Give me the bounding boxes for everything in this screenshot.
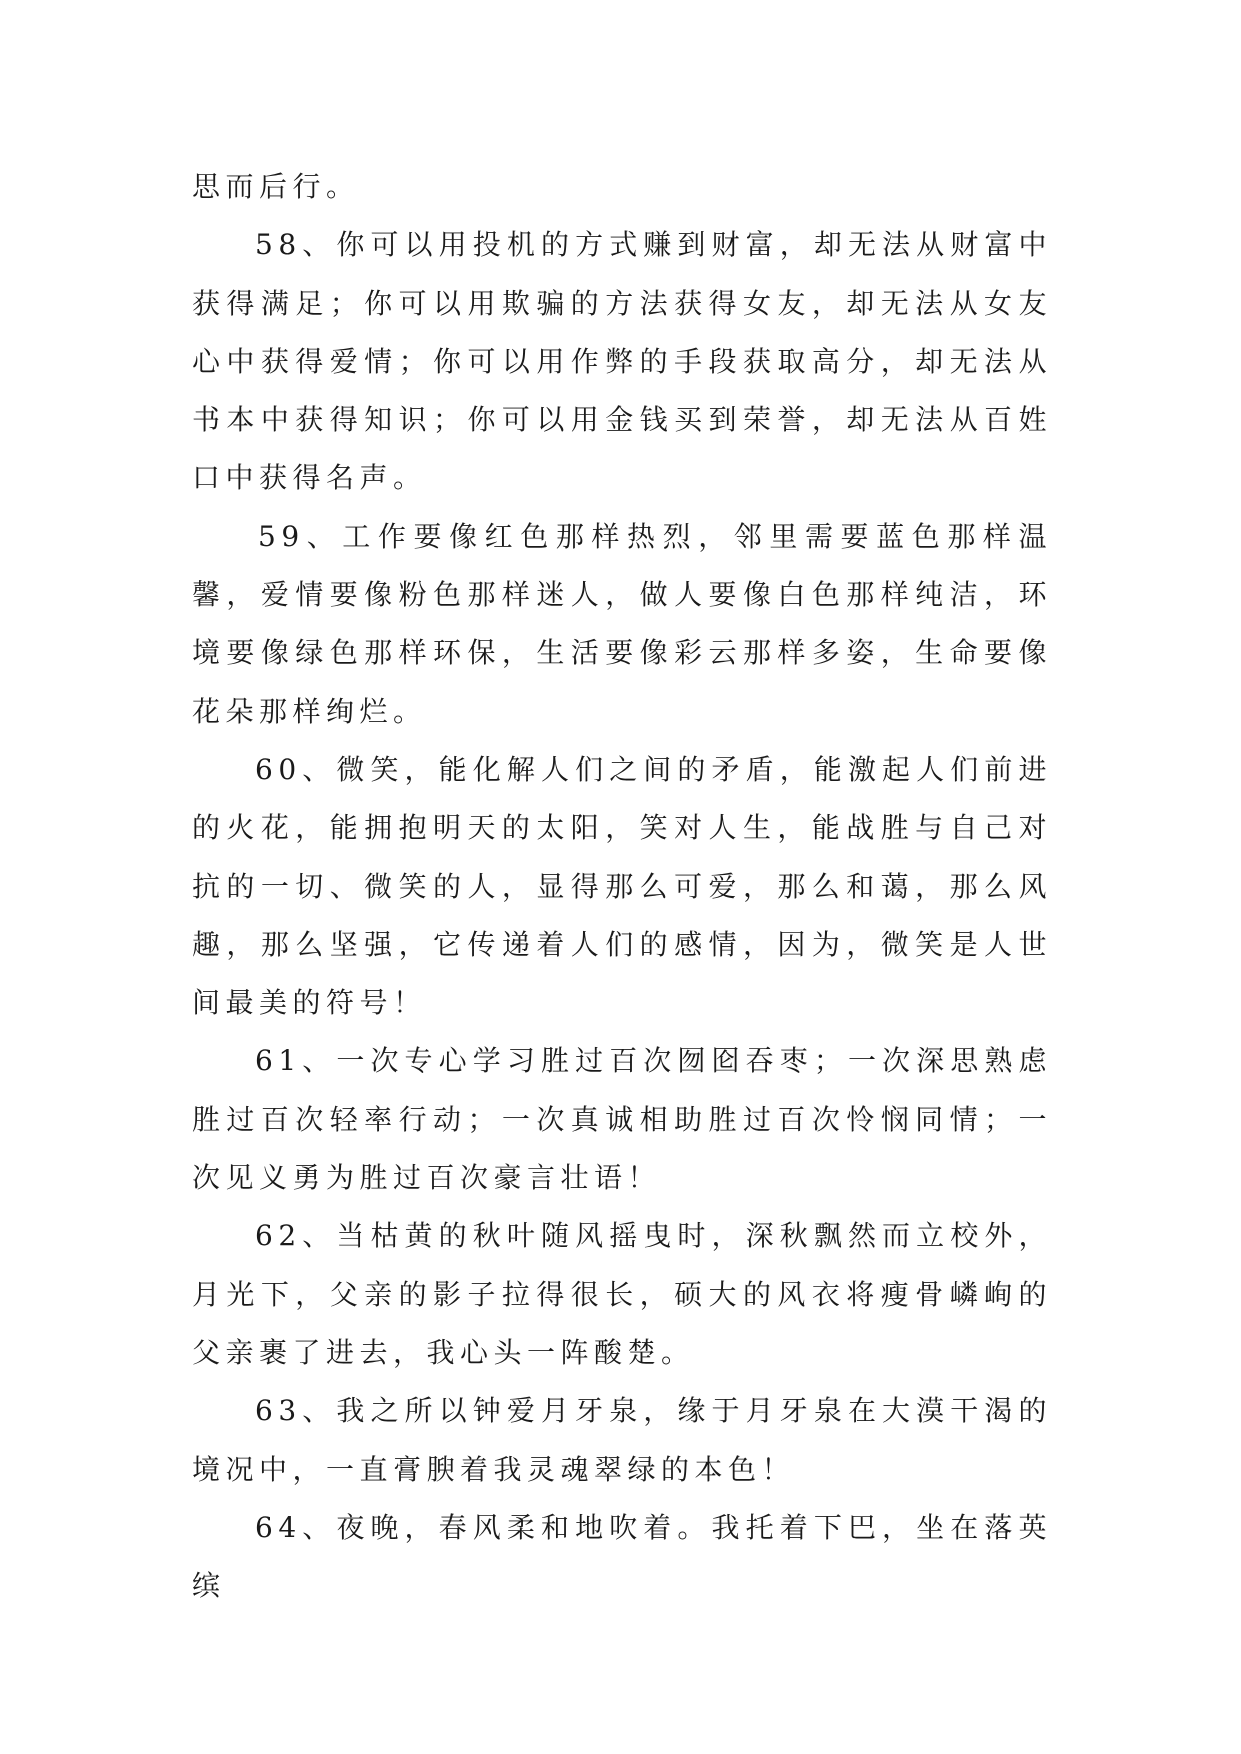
paragraph-61: 61、一次专心学习胜过百次囫囵吞枣；一次深思熟虑胜过百次轻率行动；一次真诚相助胜过百次怜悯同情；一次见义勇为胜过百次豪言壮语！: [192, 1044, 1052, 1195]
document-body: [192, 158, 1052, 1615]
paragraph-59: 59、工作要像红色那样热烈，邻里需要蓝色那样温馨，爱情要像粉色那样迷人，做人要像白色那样纯洁，环境要像绿色那样环保，生活要像彩云那样多姿，生命要像花朵那样绚烂。: [192, 519, 1052, 728]
paragraph-60: 60、微笑，能化解人们之间的矛盾，能激起人们前进的火花，能拥抱明天的太阳，笑对人生，能战胜与自己对抗的一切、微笑的人，显得那么可爱，那么和蔼，那么风趣，那么坚强，它传递着人们的感情，因为，微笑是人世间最美的符号！: [192, 752, 1052, 1020]
paragraph-continuation: 思而后行。: [192, 170, 360, 203]
paragraph-58: 58、你可以用投机的方式赚到财富，却无法从财富中获得满足；你可以用欺骗的方法获得女友，却无法从女友心中获得爱情；你可以用作弊的手段获取高分，却无法从书本中获得知识；你可以用金钱买到荣誉，却无法从百姓口中获得名声。: [192, 228, 1052, 495]
paragraph-64: 64、夜晚，春风柔和地吹着。我托着下巴，坐在落英缤: [192, 1510, 1052, 1603]
paragraph-62: 62、当枯黄的秋叶随风摇曳时，深秋飘然而立校外，月光下，父亲的影子拉得很长，硕大的风衣将瘦骨嶙峋的父亲裹了进去，我心头一阵酸楚。: [192, 1219, 1052, 1369]
paragraph-63: 63、我之所以钟爱月牙泉，缘于月牙泉在大漠干渴的境况中，一直膏腴着我灵魂翠绿的本色！: [192, 1394, 1052, 1486]
